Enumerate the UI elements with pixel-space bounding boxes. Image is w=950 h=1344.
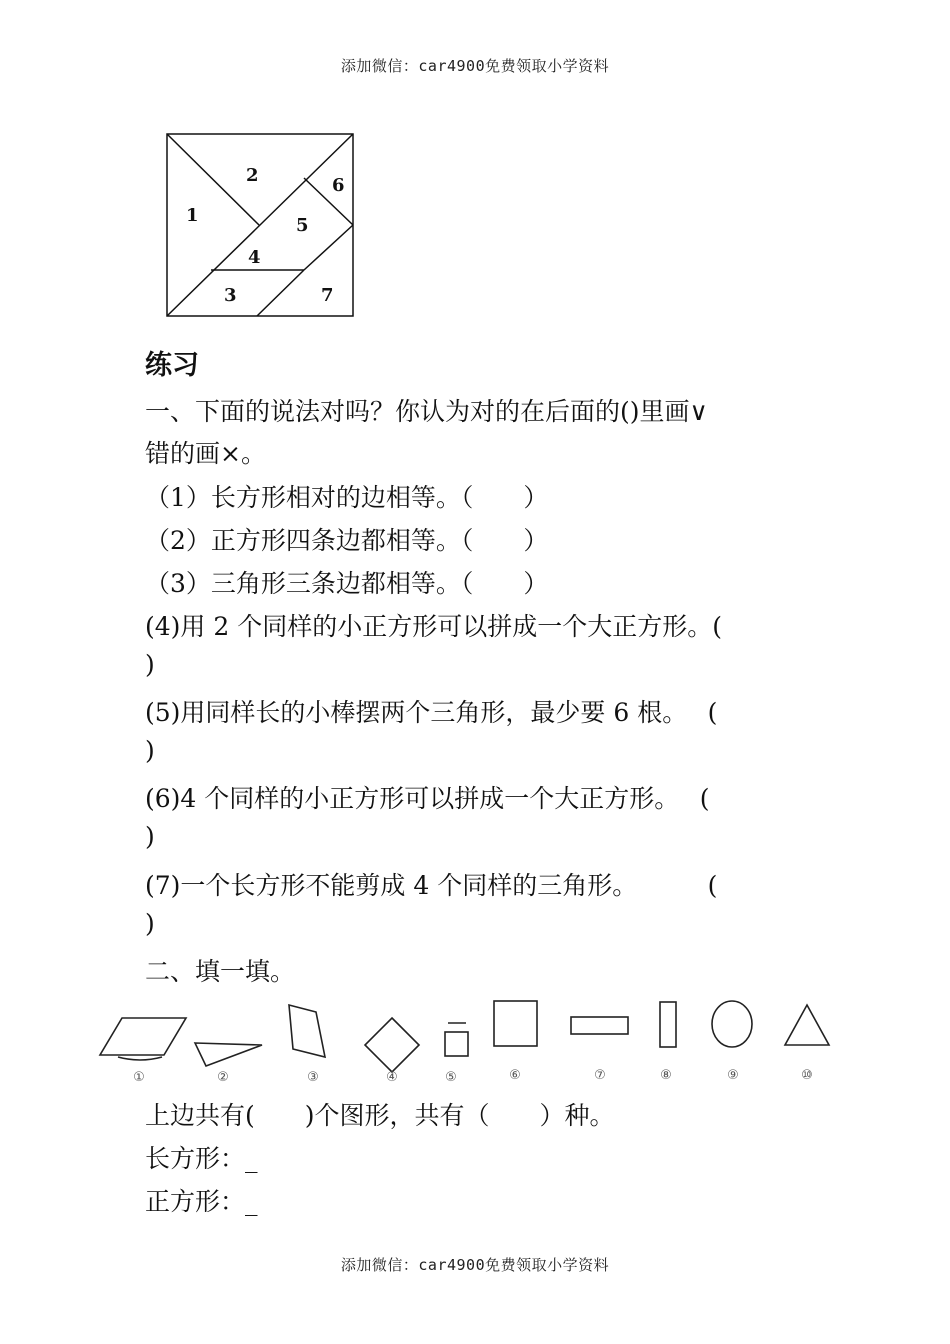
shape-number-6: ⑥ [509,1068,521,1083]
tangram-line-5 [304,225,353,270]
question-item-5-close: ) [145,736,155,765]
question-item-6-close: ) [145,822,155,851]
part2-title: 二、填一填。 [145,957,296,986]
tangram-label-6: 6 [332,175,345,196]
tangram-label-7: 7 [321,285,334,306]
tangram-label-2: 2 [246,165,259,186]
shape-number-2: ② [217,1070,229,1085]
shape-number-1: ① [133,1070,145,1085]
question-item-1: （1）长方形相对的边相等。（ ） [145,483,549,512]
shape-4-square-rotated [365,1018,419,1072]
shape-8-rectangle-tall [660,1002,676,1047]
shape-3-quadrilateral [289,1005,325,1057]
part1-intro-line1: 一、下面的说法对吗？你认为对的在后面的()里画∨ [145,397,708,426]
shape-number-7: ⑦ [594,1068,606,1083]
shape-10-triangle [785,1005,829,1045]
question-item-3: （3）三角形三条边都相等。（ ） [145,569,549,598]
shapes-figure [90,995,850,1090]
tangram-label-5: 5 [296,215,309,236]
shape-6-square [494,1001,537,1046]
question-item-2: （2）正方形四条边都相等。（ ） [145,526,549,555]
shape-number-5: ⑤ [445,1070,457,1085]
rectangle-answer-label: 长方形：_ [145,1144,258,1173]
shape-number-8: ⑧ [660,1068,672,1083]
tangram-line-7 [257,270,304,316]
square-answer-label: 正方形：_ [145,1187,258,1216]
shape-9-ellipse [712,1001,752,1047]
shape-number-10: ⑩ [801,1068,813,1083]
page-header-watermark: 添加微信：car4900免费领取小学资料 [340,57,610,75]
tangram-label-4: 4 [248,247,261,268]
shape-number-3: ③ [307,1070,319,1085]
tangram-diagram [166,133,356,319]
shape-2-triangle [195,1043,262,1066]
shape-5-small-square [445,1032,468,1056]
question-item-6: (6)4 个同样的小正方形可以拼成一个大正方形。 ( [145,784,710,813]
shape-7-rectangle [571,1017,628,1034]
question-item-4: (4)用 2 个同样的小正方形可以拼成一个大正方形。( [145,612,722,641]
question-item-7: (7)一个长方形不能剪成 4 个同样的三角形。 ( [145,871,718,900]
part2-question: 上边共有( )个图形，共有（ ）种。 [145,1101,615,1130]
shape-number-4: ④ [386,1070,398,1085]
section-title: 练习 [145,350,199,381]
shape-1-underline [118,1057,162,1060]
page-footer-watermark: 添加微信：car4900免费领取小学资料 [340,1256,610,1274]
shape-number-9: ⑨ [727,1068,739,1083]
tangram-label-1: 1 [186,205,199,226]
question-item-5: (5)用同样长的小棒摆两个三角形，最少要 6 根。 ( [145,698,718,727]
tangram-line-6 [304,178,353,225]
question-item-7-close: ) [145,909,155,938]
tangram-label-3: 3 [224,285,237,306]
question-item-4-close: ) [145,650,155,679]
shape-1-parallelogram [100,1018,186,1055]
part1-intro-line2: 错的画×。 [145,439,266,468]
